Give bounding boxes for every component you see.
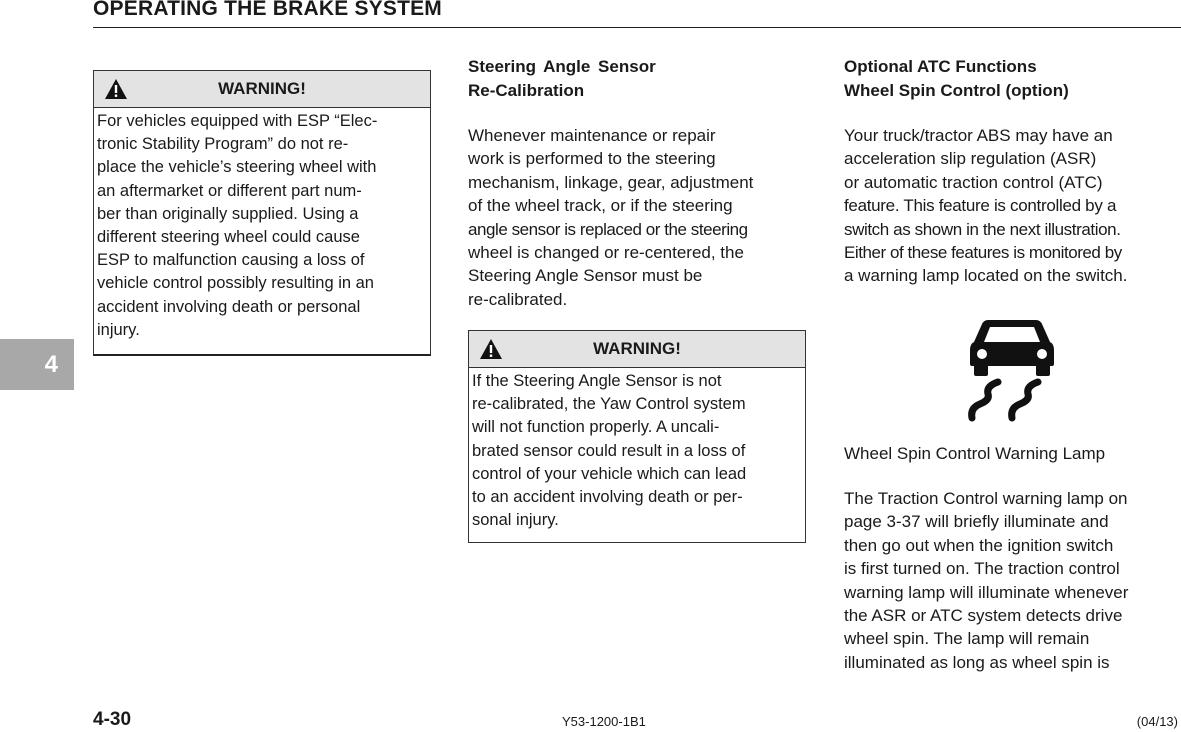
text-line: The Traction Control warning lamp on [844,489,1128,508]
sensor-warning-box [468,330,806,543]
warning-triangle-icon [479,338,503,360]
warning-text [94,108,430,342]
text-line: sonal injury. [472,511,559,530]
text-line: mechanism, linkage, gear, adjustment [468,172,754,192]
text-line: For vehicles equipped with ESP “Elec- [97,112,378,130]
chapter-tab: 4 [0,339,74,390]
lamp-caption: Wheel Spin Control Warning Lamp [844,444,1106,463]
text-line: accident involving death or personal [97,297,361,316]
heading-line: Re-Calibration [468,81,585,100]
text-line: re-calibrated. [468,289,568,309]
text-line: a warning lamp located on the switch. [844,266,1128,286]
heading-line: Wheel Spin Control (option) [844,81,1069,100]
warning-header [94,71,430,108]
page-number: 4-30 [93,709,132,730]
heading-line: Optional ATC Functions [844,57,1037,76]
document-number: Y53-1200-1B1 [562,714,646,729]
atc-paragraph [844,124,1128,288]
text-line: an aftermarket or different part num- [97,181,362,200]
text-line: Your truck/tractor ABS may have an [844,126,1113,145]
text-line: warning lamp will illuminate whenever [844,582,1129,602]
warning-label: WARNING! [593,339,681,358]
text-line: control of your vehicle which can lead [472,464,747,483]
text-line: wheel spin. The lamp will remain [844,629,1090,649]
text-line: illuminated as long as wheel spin is [844,652,1110,672]
text-line: work is performed to the steering [468,149,716,169]
text-line: is first turned on. The traction control [844,559,1120,579]
text-line: angle sensor is replaced or the steering [468,219,748,239]
text-line: of the wheel track, or if the steering [468,196,733,216]
text-line: re-calibrated, the Yaw Control system [472,395,746,414]
warning-text [469,368,805,532]
text-line: ber than originally supplied. Using a [97,204,359,223]
text-line: page 3-37 will briefly illuminate and [844,512,1109,532]
text-line: then go out when the ignition switch [844,535,1114,555]
text-line: If the Steering Angle Sensor is not [472,372,722,390]
revision-date: (04/13) [1136,714,1178,729]
warning-header [469,331,805,368]
warning-triangle-icon [104,78,128,100]
section-heading-atc [844,55,1069,103]
text-line: to an accident involving death or per- [472,488,743,507]
text-line: or automatic traction control (ATC) [844,172,1103,192]
title-divider [93,27,1181,28]
text-line: feature. This feature is controlled by a [844,196,1117,216]
text-line: acceleration slip regulation (ASR) [844,149,1097,169]
text-line: injury. [97,320,140,339]
text-line: switch as shown in the next illustration. [844,219,1121,239]
traction-control-car-icon [958,312,1066,424]
section-heading-steering-sensor [468,55,656,103]
text-line: the ASR or ATC system detects drive [844,606,1123,626]
text-line: tronic Stability Program” do not re- [97,135,349,154]
text-line: Steering Angle Sensor must be [468,266,703,286]
text-line: vehicle control possibly resulting in an [97,274,374,293]
text-line: will not function properly. A uncali- [472,418,720,437]
esp-warning-box [93,70,431,356]
text-line: wheel is changed or re-centered, the [468,243,744,263]
traction-lamp-paragraph [844,487,1128,674]
text-line: Whenever maintenance or repair [468,126,716,145]
heading-line: Steering Angle Sensor [468,57,656,76]
text-line: brated sensor could result in a loss of [472,441,746,460]
text-line: Either of these features is monitored by [844,243,1122,263]
text-line: place the vehicle’s steering wheel with [97,158,377,177]
warning-label: WARNING! [218,79,306,98]
page-title: OPERATING THE BRAKE SYSTEM [93,0,443,20]
steering-sensor-paragraph [468,124,753,311]
text-line: different steering wheel could cause [97,228,360,247]
text-line: ESP to malfunction causing a loss of [97,251,365,270]
